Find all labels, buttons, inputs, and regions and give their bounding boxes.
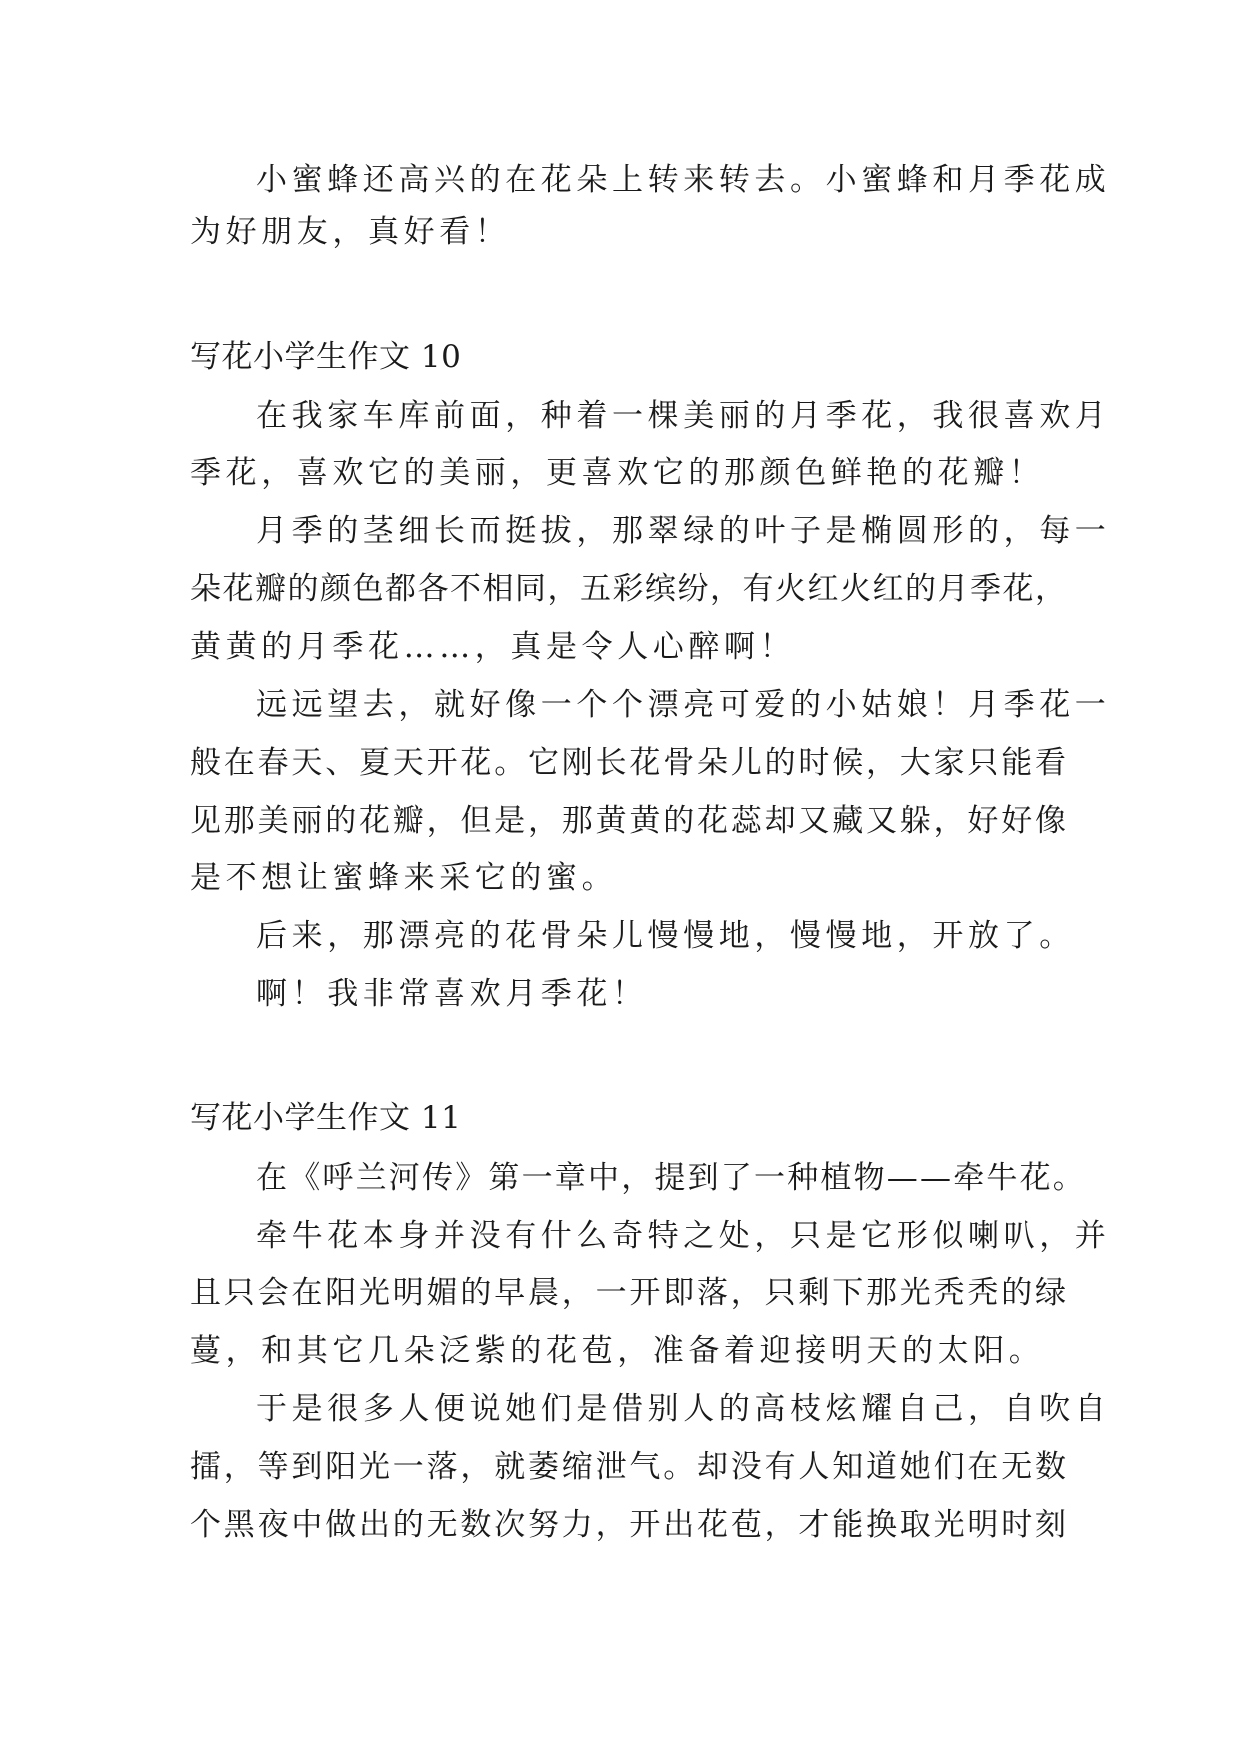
paragraph-line: 个黑夜中做出的无数次努力，开出花苞，才能换取光明时刻 [190,1507,1069,1543]
paragraph-line: 小蜜蜂还高兴的在花朵上转来转去。小蜜蜂和月季花成 [256,162,1111,198]
section-heading: 写花小学生作文 10 [190,339,462,375]
paragraph-line: 啊！我非常喜欢月季花！ [256,976,648,1012]
paragraph-line: 见那美丽的花瓣，但是，那黄黄的花蕊却又藏又躲，好好像 [190,803,1069,839]
paragraph-line: 黄黄的月季花……，真是令人心醉啊！ [190,629,796,665]
paragraph-line: 于是很多人便说她们是借别人的高枝炫耀自己，自吹自 [256,1391,1111,1427]
paragraph-line: 牵牛花本身并没有什么奇特之处，只是它形似喇叭，并 [256,1218,1111,1254]
paragraph-line: 是不想让蜜蜂来采它的蜜。 [190,860,618,896]
paragraph-line: 在《呼兰河传》第一章中，提到了一种植物——牵牛花。 [256,1160,1086,1196]
paragraph-line: 朵花瓣的颜色都各不相同，五彩缤纷，有火红火红的月季花， [190,571,1068,607]
paragraph-line: 蔓，和其它几朵泛紫的花苞，准备着迎接明天的太阳。 [190,1333,1045,1369]
paragraph-line: 在我家车库前面，种着一棵美丽的月季花，我很喜欢月 [256,398,1111,434]
paragraph-line: 为好朋友，真好看！ [190,214,511,250]
paragraph-line: 般在春天、夏天开花。它刚长花骨朵儿的时候，大家只能看 [190,745,1069,781]
paragraph-line: 擂，等到阳光一落，就萎缩泄气。却没有人知道她们在无数 [190,1449,1069,1485]
section-heading: 写花小学生作文 11 [190,1100,462,1136]
paragraph-line: 且只会在阳光明媚的早晨，一开即落，只剩下那光秃秃的绿 [190,1275,1069,1311]
paragraph-line: 月季的茎细长而挺拔，那翠绿的叶子是椭圆形的，每一 [256,513,1111,549]
paragraph-line: 后来，那漂亮的花骨朵儿慢慢地，慢慢地，开放了。 [256,918,1075,954]
paragraph-line: 季花，喜欢它的美丽，更喜欢它的那颜色鲜艳的花瓣！ [190,455,1045,491]
paragraph-line: 远远望去，就好像一个个漂亮可爱的小姑娘！月季花一 [256,687,1111,723]
